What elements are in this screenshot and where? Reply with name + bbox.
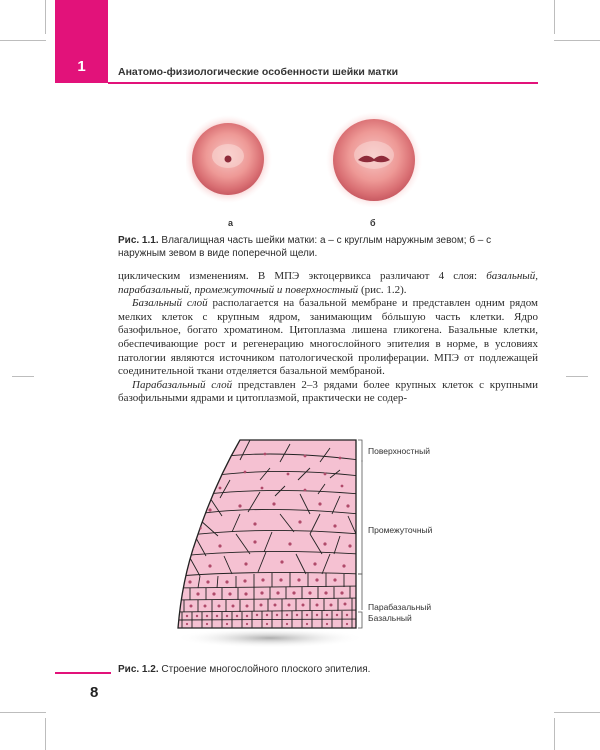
crop-mark (45, 718, 46, 750)
figure1-caption-text: Влагалищная часть шейки матки: а – с круглым наружным зевом; б – с наружным зевом в виде поперечной щели. (118, 235, 492, 259)
crop-mark (554, 718, 555, 750)
text-run: (рис. 1.2). (358, 283, 407, 296)
text-italic: базальный, парабазальный, промежуточный и поверхностный (118, 270, 538, 296)
layer-label-surface: Поверхностный (368, 446, 430, 456)
crop-mark (566, 376, 588, 377)
figure1-caption-label: Рис. 1.1. (118, 235, 159, 246)
figure-label-b: б (370, 218, 376, 228)
crop-mark (554, 40, 600, 41)
term-parabasal-layer: Парабазальный слой (132, 378, 233, 391)
text-run: располагается на базальной мембране и представлен одним рядом мелких клеток с крупным ядром, занимающим бóльшую часть клетки. Ядро базофильное, богато хроматином. Цитоплазма лишена гликогена. Базальные клетки, обеспечивающие рост и регенерацию многослойного эпителия в норме, в условиях патологии являются источником патологической пролиферации. МПЭ от подлежащей соединительной ткани отделяется базальной мембраной. (118, 297, 539, 378)
running-title: Анатомо-физиологические особенности шейки матки (118, 66, 399, 78)
crop-mark (0, 712, 46, 713)
page-number: 8 (90, 684, 99, 701)
paragraph (118, 270, 538, 297)
figure-label-a: а (228, 218, 234, 228)
layer-brackets (358, 440, 362, 628)
crop-mark (554, 712, 600, 713)
crop-mark (0, 40, 46, 41)
text-run: представлен 2–3 рядами более крупных клеток с крупными базофильными ядрами и цитоплазмой, практически не содер- (118, 378, 538, 405)
header-rule (108, 82, 538, 84)
term-basal-layer: Базальный слой (132, 297, 208, 310)
crop-mark (45, 0, 46, 34)
body-text (118, 270, 538, 406)
footer-rule (55, 672, 111, 674)
layer-label-basal: Базальный (368, 613, 412, 623)
figure-epithelium-diagram (170, 430, 470, 650)
cervix-slit-os (326, 112, 422, 207)
diagram-shadow (175, 628, 365, 648)
paragraph (118, 297, 538, 379)
layer-label-intermediate: Промежуточный (368, 525, 433, 535)
chapter-tab (55, 0, 108, 83)
figure2-caption-label: Рис. 1.2. (118, 664, 159, 675)
figure1-caption (118, 235, 538, 260)
paragraph (118, 379, 538, 406)
text-run: циклическим изменениям. В МПЭ эктоцервикса различают 4 слоя: (118, 270, 487, 282)
figure2-caption (118, 664, 538, 677)
cervix-round-os (186, 115, 272, 203)
crop-mark (12, 376, 34, 377)
figure2-caption-text: Строение многослойного плоского эпителия. (161, 664, 371, 675)
layer-label-parabasal: Парабазальный (368, 602, 432, 612)
chapter-number: 1 (77, 58, 86, 75)
crop-mark (554, 0, 555, 34)
figure-cervix-illustration (186, 112, 426, 207)
